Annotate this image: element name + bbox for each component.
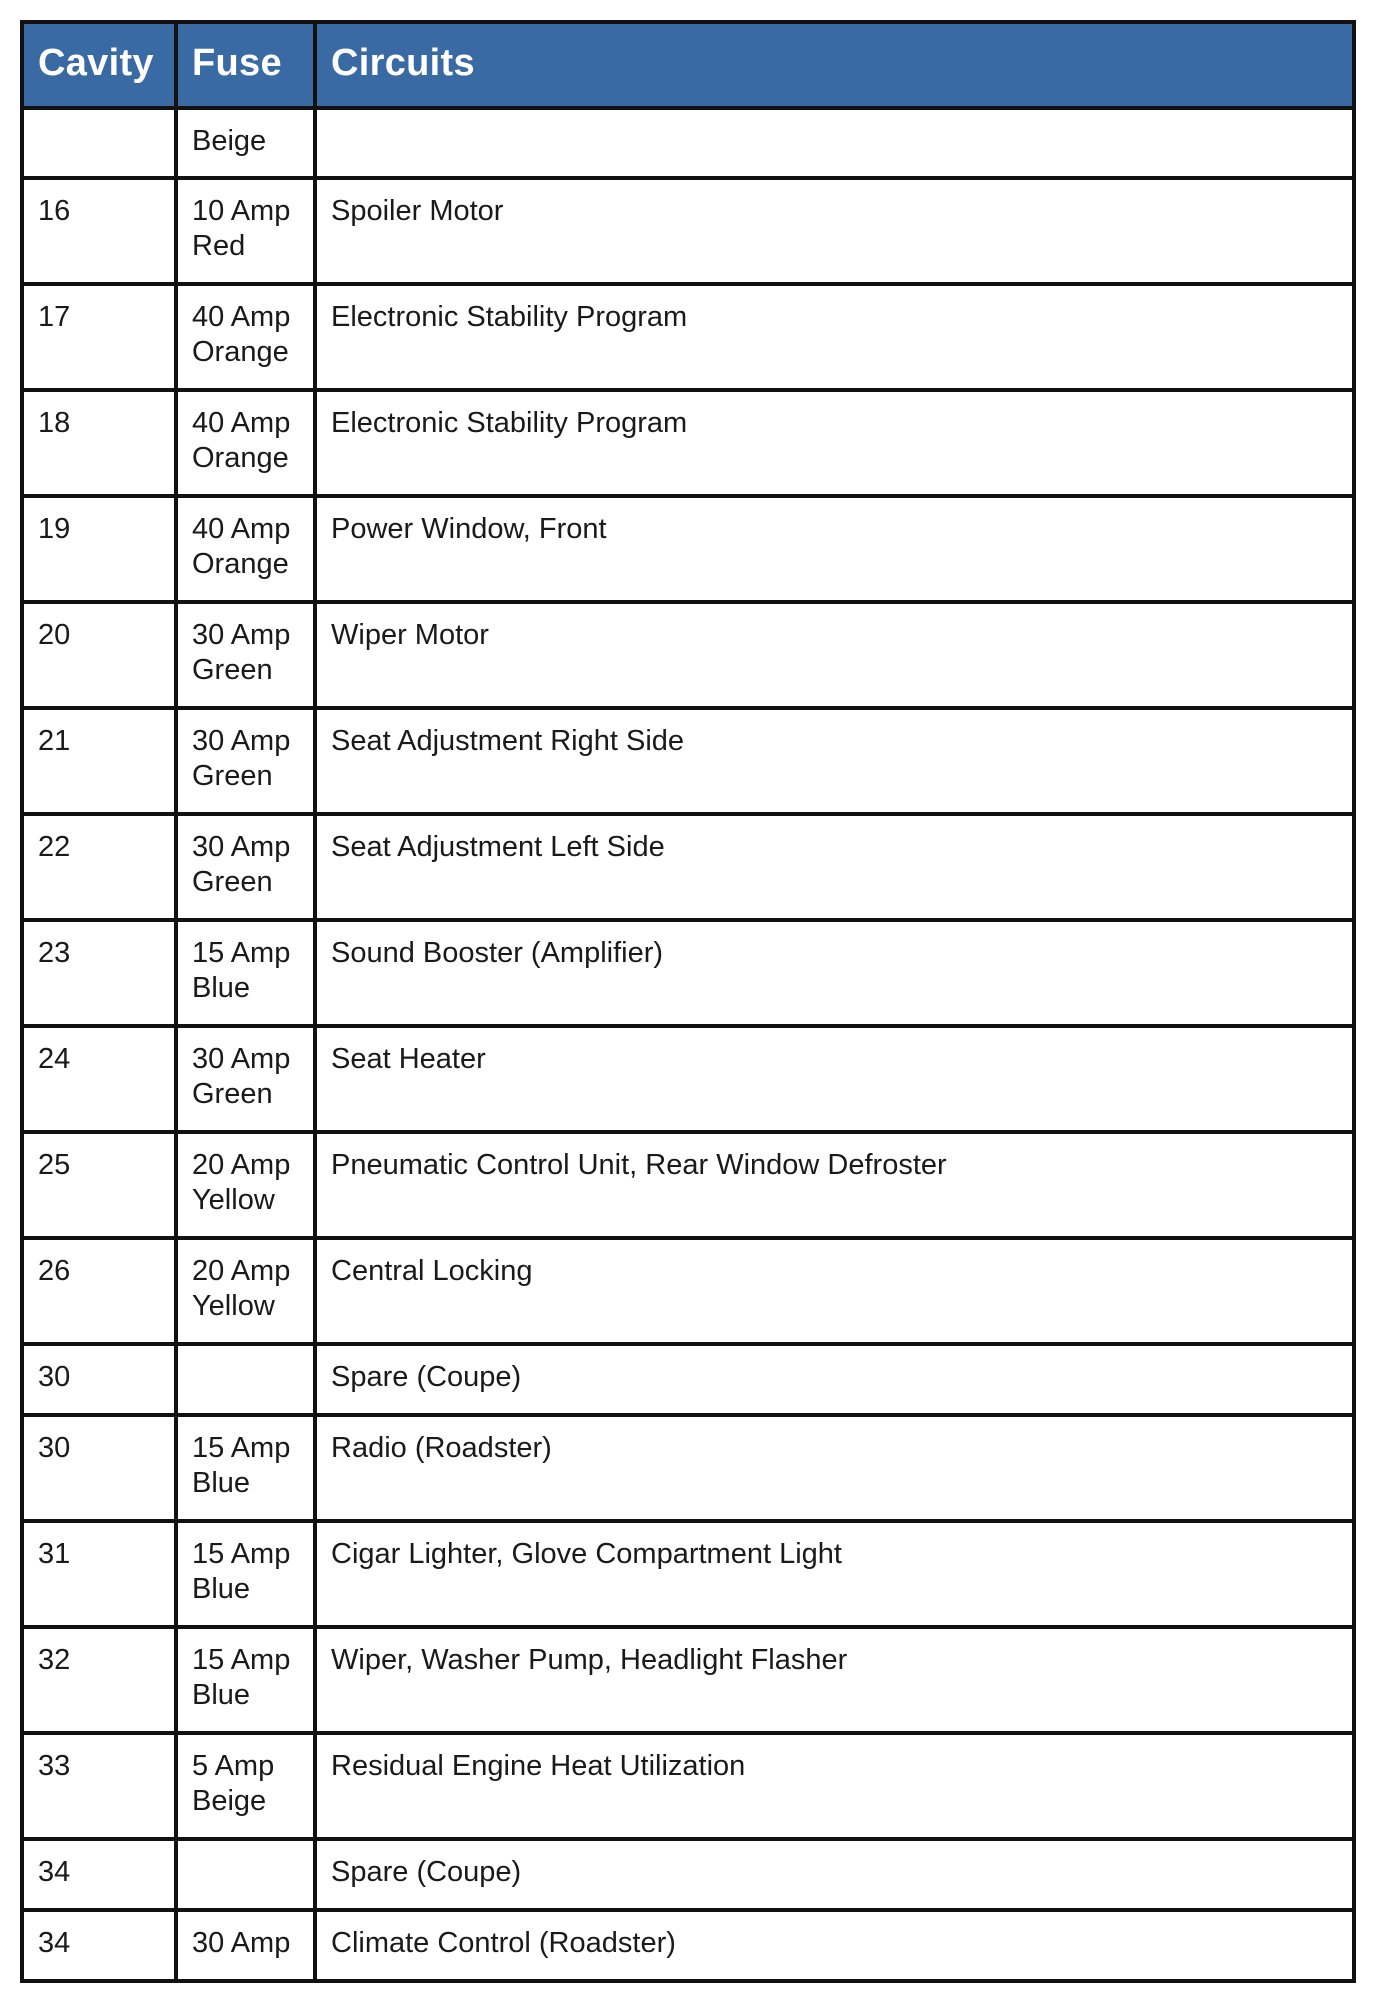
table-row <box>22 1026 1354 1132</box>
circuits-cell <box>315 108 1354 178</box>
fuse-color: Green <box>192 866 273 898</box>
fuse-color: Beige <box>192 125 267 157</box>
fuse-amp: 30 Amp <box>192 725 291 757</box>
header-fuse: Fuse <box>176 22 315 108</box>
fuse-amp: 30 Amp <box>192 1927 291 1959</box>
table-row <box>22 1521 1354 1627</box>
fuse-color: Red <box>192 230 246 262</box>
fuse-cell <box>176 1415 315 1521</box>
cavity-cell: 23 <box>22 920 176 1026</box>
cavity-cell: 16 <box>22 178 176 284</box>
cavity-cell: 31 <box>22 1521 176 1627</box>
fuse-color: Green <box>192 654 273 686</box>
circuits-cell: Residual Engine Heat Utilization <box>315 1733 1354 1839</box>
circuits-cell: Seat Adjustment Right Side <box>315 708 1354 814</box>
cavity-cell: 33 <box>22 1733 176 1839</box>
header-circuits: Circuits <box>315 22 1354 108</box>
fuse-amp: 10 Amp <box>192 195 291 227</box>
circuits-cell: Spare (Coupe) <box>315 1839 1354 1910</box>
table-row <box>22 1344 1354 1415</box>
table-row <box>22 284 1354 390</box>
fuse-amp: 30 Amp <box>192 619 291 651</box>
cavity-cell: 34 <box>22 1910 176 1981</box>
fuse-amp: 20 Amp <box>192 1149 291 1181</box>
table-row <box>22 1415 1354 1521</box>
cavity-cell: 32 <box>22 1627 176 1733</box>
header-row <box>22 22 1354 108</box>
fuse-cell <box>176 390 315 496</box>
cavity-cell: 26 <box>22 1238 176 1344</box>
circuits-cell: Electronic Stability Program <box>315 284 1354 390</box>
fuse-color: Blue <box>192 972 251 1004</box>
fuse-cell <box>176 178 315 284</box>
fuse-cell <box>176 1733 315 1839</box>
fuse-amp: 40 Amp <box>192 301 291 333</box>
fuse-color: Blue <box>192 1467 251 1499</box>
circuits-cell: Central Locking <box>315 1238 1354 1344</box>
fuse-cell <box>176 708 315 814</box>
fuse-amp: 40 Amp <box>192 407 291 439</box>
cavity-cell: 34 <box>22 1839 176 1910</box>
fuse-amp: 30 Amp <box>192 1043 291 1075</box>
fuse-amp: 15 Amp <box>192 937 291 969</box>
table-row <box>22 814 1354 920</box>
fuse-cell <box>176 1132 315 1238</box>
table-row <box>22 390 1354 496</box>
fuse-table <box>20 20 1356 1983</box>
fuse-color: Orange <box>192 336 289 368</box>
table-header <box>22 22 1354 108</box>
fuse-cell <box>176 1627 315 1733</box>
table-row <box>22 1839 1354 1910</box>
circuits-cell: Wiper Motor <box>315 602 1354 708</box>
cavity-cell: 24 <box>22 1026 176 1132</box>
circuits-cell: Wiper, Washer Pump, Headlight Flasher <box>315 1627 1354 1733</box>
circuits-cell: Sound Booster (Amplifier) <box>315 920 1354 1026</box>
fuse-color: Green <box>192 760 273 792</box>
table-row <box>22 178 1354 284</box>
cavity-cell: 30 <box>22 1415 176 1521</box>
circuits-cell: Seat Adjustment Left Side <box>315 814 1354 920</box>
fuse-amp: 15 Amp <box>192 1644 291 1676</box>
table-row <box>22 1238 1354 1344</box>
table-row <box>22 496 1354 602</box>
header-cavity: Cavity <box>22 22 176 108</box>
fuse-cell <box>176 1910 315 1981</box>
cavity-cell: 30 <box>22 1344 176 1415</box>
table-row <box>22 602 1354 708</box>
fuse-cell <box>176 602 315 708</box>
cavity-cell: 21 <box>22 708 176 814</box>
fuse-amp: 40 Amp <box>192 513 291 545</box>
circuits-cell: Power Window, Front <box>315 496 1354 602</box>
circuits-cell: Pneumatic Control Unit, Rear Window Defroster <box>315 1132 1354 1238</box>
fuse-cell <box>176 1026 315 1132</box>
fuse-color: Blue <box>192 1679 251 1711</box>
table-row <box>22 1627 1354 1733</box>
table-row <box>22 1132 1354 1238</box>
table-row <box>22 920 1354 1026</box>
fuse-color: Orange <box>192 442 289 474</box>
fuse-cell <box>176 1344 315 1415</box>
cavity-cell <box>22 108 176 178</box>
fuse-cell <box>176 920 315 1026</box>
fuse-color: Green <box>192 1078 273 1110</box>
fuse-color: Orange <box>192 548 289 580</box>
circuits-cell: Cigar Lighter, Glove Compartment Light <box>315 1521 1354 1627</box>
circuits-cell: Climate Control (Roadster) <box>315 1910 1354 1981</box>
cavity-cell: 20 <box>22 602 176 708</box>
fuse-cell <box>176 496 315 602</box>
fuse-amp: 15 Amp <box>192 1432 291 1464</box>
table-row <box>22 1910 1354 1981</box>
fuse-cell <box>176 108 315 178</box>
table-row <box>22 108 1354 178</box>
fuse-amp: 20 Amp <box>192 1255 291 1287</box>
fuse-amp: 5 Amp <box>192 1750 275 1782</box>
cavity-cell: 18 <box>22 390 176 496</box>
circuits-cell: Radio (Roadster) <box>315 1415 1354 1521</box>
fuse-color: Yellow <box>192 1290 275 1322</box>
fuse-color: Beige <box>192 1785 267 1817</box>
cavity-cell: 17 <box>22 284 176 390</box>
fuse-cell <box>176 1238 315 1344</box>
fuse-cell <box>176 1839 315 1910</box>
circuits-cell: Seat Heater <box>315 1026 1354 1132</box>
cavity-cell: 19 <box>22 496 176 602</box>
fuse-color: Blue <box>192 1573 251 1605</box>
cavity-cell: 25 <box>22 1132 176 1238</box>
table-row <box>22 1733 1354 1839</box>
fuse-amp: 30 Amp <box>192 831 291 863</box>
cavity-cell: 22 <box>22 814 176 920</box>
table-body <box>22 108 1354 1981</box>
circuits-cell: Spare (Coupe) <box>315 1344 1354 1415</box>
fuse-amp: 15 Amp <box>192 1538 291 1570</box>
circuits-cell: Electronic Stability Program <box>315 390 1354 496</box>
fuse-cell <box>176 284 315 390</box>
fuse-cell <box>176 1521 315 1627</box>
table-row <box>22 708 1354 814</box>
circuits-cell: Spoiler Motor <box>315 178 1354 284</box>
fuse-color: Yellow <box>192 1184 275 1216</box>
fuse-cell <box>176 814 315 920</box>
